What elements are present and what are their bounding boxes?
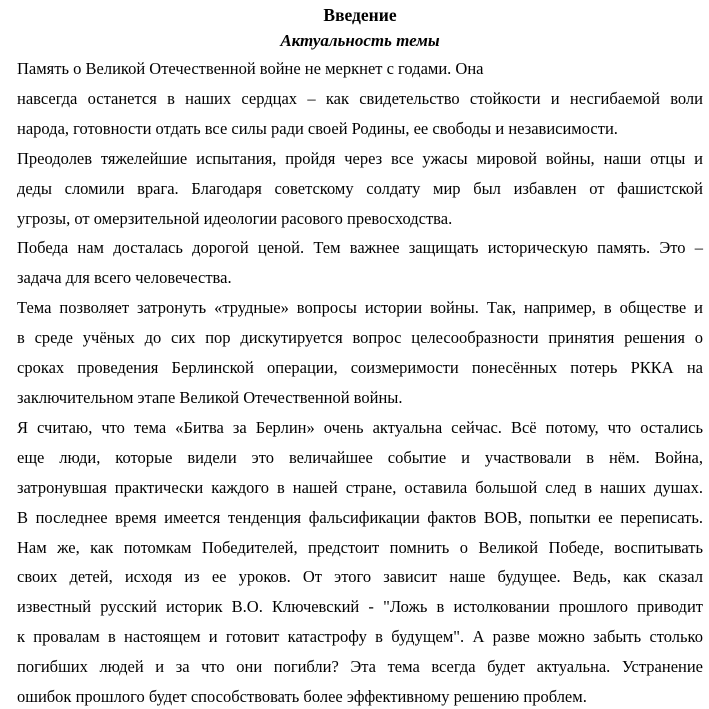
text-line: Тема позволяет затронуть «трудные» вопросы истории войны. Так, например, в обществе и	[17, 298, 703, 318]
text-line: заключительном этапе Великой Отечественной войны.	[17, 387, 403, 407]
text-line: деды сломили врага. Благодаря советскому солдату мир был избавлен от фашистской	[17, 178, 703, 198]
paragraph	[17, 413, 703, 709]
text-line: Я считаю, что тема «Битва за Берлин» очень актуальна сейчас. Всё потому, что остались	[17, 417, 703, 437]
text-line: еще люди, которые видели это величайшее событие и участвовали в нём. Война,	[17, 447, 703, 467]
text-line: Победа нам досталась дорогой ценой. Тем важнее защищать историческую память. Это –	[17, 238, 703, 258]
paragraph	[17, 233, 703, 293]
paragraph	[17, 54, 703, 144]
text-line: сроках проведения Берлинской операции, соизмеримости понесённых потерь РККА на	[17, 358, 703, 378]
text-line: погибших людей и за что они погибли? Эта тема всегда будет актуальна. Устранение	[17, 657, 703, 677]
text-line: народа, готовности отдать все силы ради своей Родины, ее свободы и независимости.	[17, 118, 618, 138]
page-title: Введение	[323, 5, 397, 25]
paragraph	[17, 293, 703, 413]
text-line: В последнее время имеется тенденция фальсификации фактов ВОВ, попытки ее переписать.	[17, 507, 703, 527]
text-line: задача для всего человечества.	[17, 268, 232, 288]
text-line: известный русский историк В.О. Ключевский - "Ложь в истолковании прошлого приводит	[17, 597, 703, 617]
paragraph	[17, 144, 703, 234]
text-line: угрозы, от омерзительной идеологии расового превосходства.	[17, 208, 453, 228]
text-line: Преодолев тяжелейшие испытания, пройдя через все ужасы мировой войны, наши отцы и	[17, 148, 703, 168]
text-line: в среде учёных до сих пор дискутируется вопрос целесообразности принятия решения о	[17, 328, 703, 348]
page-subtitle: Актуальность темы	[280, 31, 440, 50]
text-line: навсегда останется в наших сердцах – как свидетельство стойкости и несгибаемой воли	[17, 88, 703, 108]
text-line: затронувшая практически каждого в нашей стране, оставила большой след в наших душах.	[17, 477, 703, 497]
document-body	[17, 54, 703, 709]
text-line: своих детей, исходя из ее уроков. От этого зависит наше будущее. Ведь, как сказал	[17, 567, 703, 587]
text-line: Память о Великой Отечественной войне не меркнет с годами. Она	[17, 59, 484, 78]
text-line: Нам же, как потомкам Победителей, предстоит помнить о Великой Победе, воспитывать	[17, 537, 703, 557]
text-line: ошибок прошлого будет способствовать более эффективному решению проблем.	[17, 687, 587, 707]
text-line: к провалам в настоящем и готовит катастрофу в будущем". А разве можно забыть столько	[17, 627, 703, 647]
